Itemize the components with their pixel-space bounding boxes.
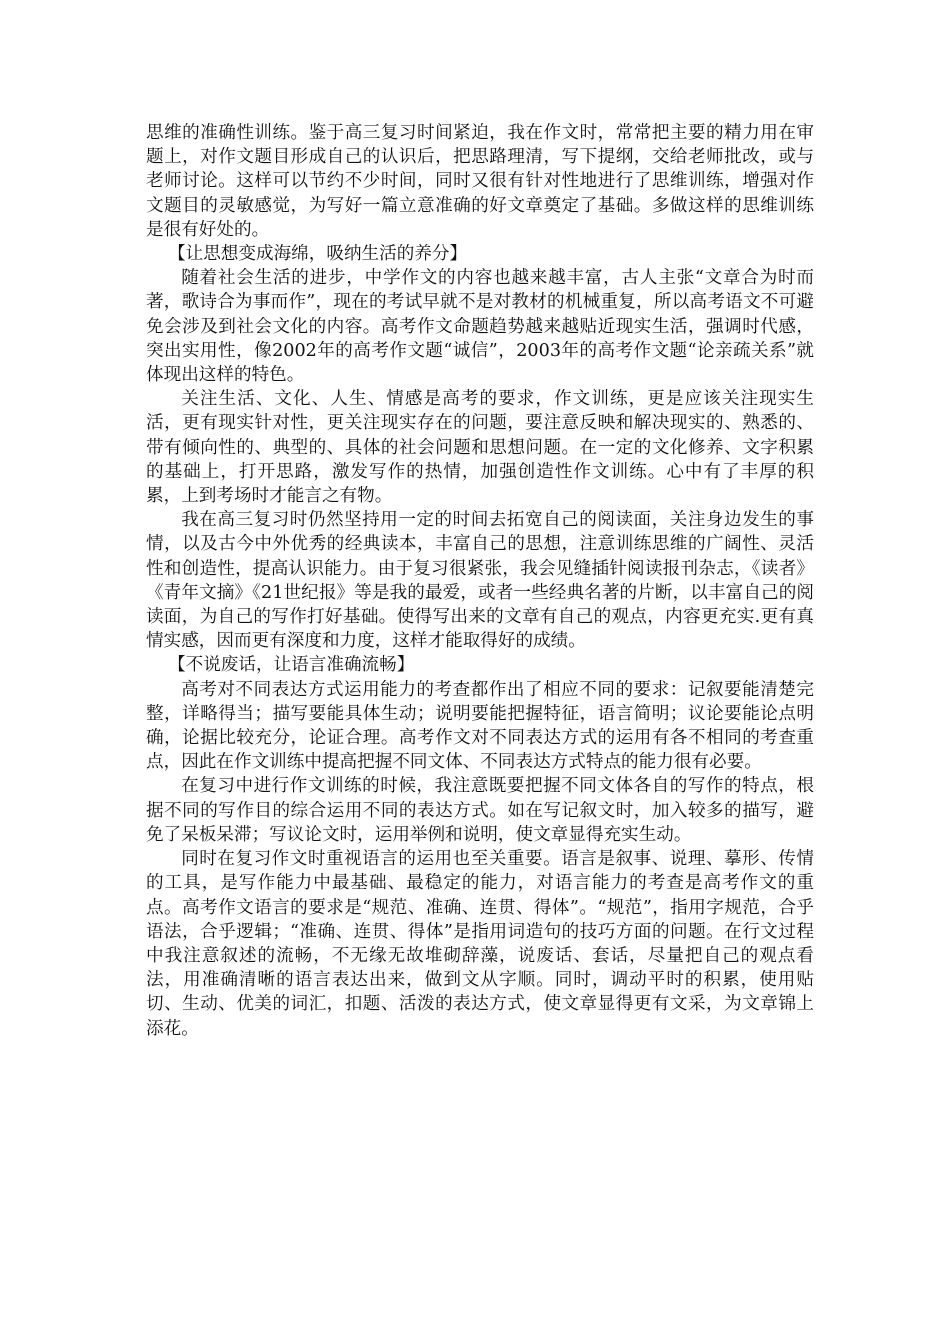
paragraph-expression-requirements: 高考对不同表达方式运用能力的考查都作出了相应不同的要求：记叙要能清楚完整，详略得当；描写要能具体生动；说明要能把握特征，语言简明；议论要能论点明确，论据比较充分，论证合理。高考作文对不同表达方式的运用有各不相同的考查重点，因此在作文训练中提高把握不同文体、不同表达方式特点的能力很有必要。 xyxy=(146,679,814,773)
section-heading-language: 【不说废话，让语言准确流畅】 xyxy=(168,655,415,676)
document-page xyxy=(146,121,814,1041)
paragraph-reading-scope: 我在高三复习时仍然坚持用一定的时间去拓宽自己的阅读面，关注身边发生的事情，以及古今中外优秀的经典读本，丰富自己的思想，注意训练思维的广阔性、灵活性和创造性，提高认识能力。由于复习很紧张，我会见缝插针阅读报刊杂志，《读者》《青年文摘》《21世纪报》等是我的最爱，或者一些经典名著的片断，以丰富自己的阅读面，为自己的写作打好基础。使得写出来的文章有自己的观点，内容更充实.更有真情实感，因而更有深度和力度，这样才能取得好的成绩。 xyxy=(146,510,814,652)
paragraph-thinking-training: 思维的准确性训练。鉴于高三复习时间紧迫，我在作文时，常常把主要的精力用在审题上，对作文题目形成自己的认识后，把思路理清，写下提纲，交给老师批改，或与老师讨论。这样可以节约不少时间，同时又很有针对性地进行了思维训练，增强对作文题目的灵敏感觉，为写好一篇立意准确的好文章奠定了基础。多做这样的思维训练是很有好处的。 xyxy=(146,123,814,240)
section-heading-sponge: 【让思想变成海绵，吸纳生活的养分】 xyxy=(168,244,468,265)
paragraph-focus-on-life: 关注生活、文化、人生、情感是高考的要求，作文训练，更是应该关注现实生活，更有现实针对性，更关注现实存在的问题，要注意反映和解决现实的、熟悉的、带有倾向性的、典型的、具体的社会问题和思想问题。在一定的文化修养、文字积累的基础上，打开思路，激发写作的热情，加强创造性作文训练。心中有了丰厚的积累，上到考场时才能言之有物。 xyxy=(146,389,814,507)
paragraph-social-life: 随着社会生活的进步，中学作文的内容也越来越丰富，古人主张“文章合为时而著，歌诗合为事而作”，现在的考试早就不是对教材的机械重复，所以高考语文不可避免会涉及到社会文化的内容。高考作文命题趋势越来越贴近现实生活，强调时代感，突出实用性，像2002年的高考作文题“诚信”，2003年的高考作文题“论亲疏关系”就体现出这样的特色。 xyxy=(146,268,814,386)
paragraph-language-use: 同时在复习作文时重视语言的运用也至关重要。语言是叙事、说理、摹形、传情的工具，是写作能力中最基础、最稳定的能力，对语言能力的考查是高考作文的重点。高考作文语言的要求是“规范、准确、连贯、得体”。“规范”，指用字规范，合乎语法，合乎逻辑；“准确、连贯、得体”是指用词造句的技巧方面的问题。在行文过程中我注意叙述的流畅，不无缘无故堆砌辞藻，说废话、套话，尽量把自己的观点看法，用准确清晰的语言表达出来，做到文从字顺。同时，调动平时的积累，使用贴切、生动、优美的词汇，扣题、活泼的表达方式，使文章显得更有文采，为文章锦上添花。 xyxy=(146,849,814,1039)
paragraph-writing-practice: 在复习中进行作文训练的时候，我注意既要把握不同文体各自的写作的特点，根据不同的写作目的综合运用不同的表达方式。如在写记叙文时，加入较多的描写，避免了呆板呆滞；写议论文时，运用举例和说明，使文章显得充实生动。 xyxy=(146,776,814,845)
